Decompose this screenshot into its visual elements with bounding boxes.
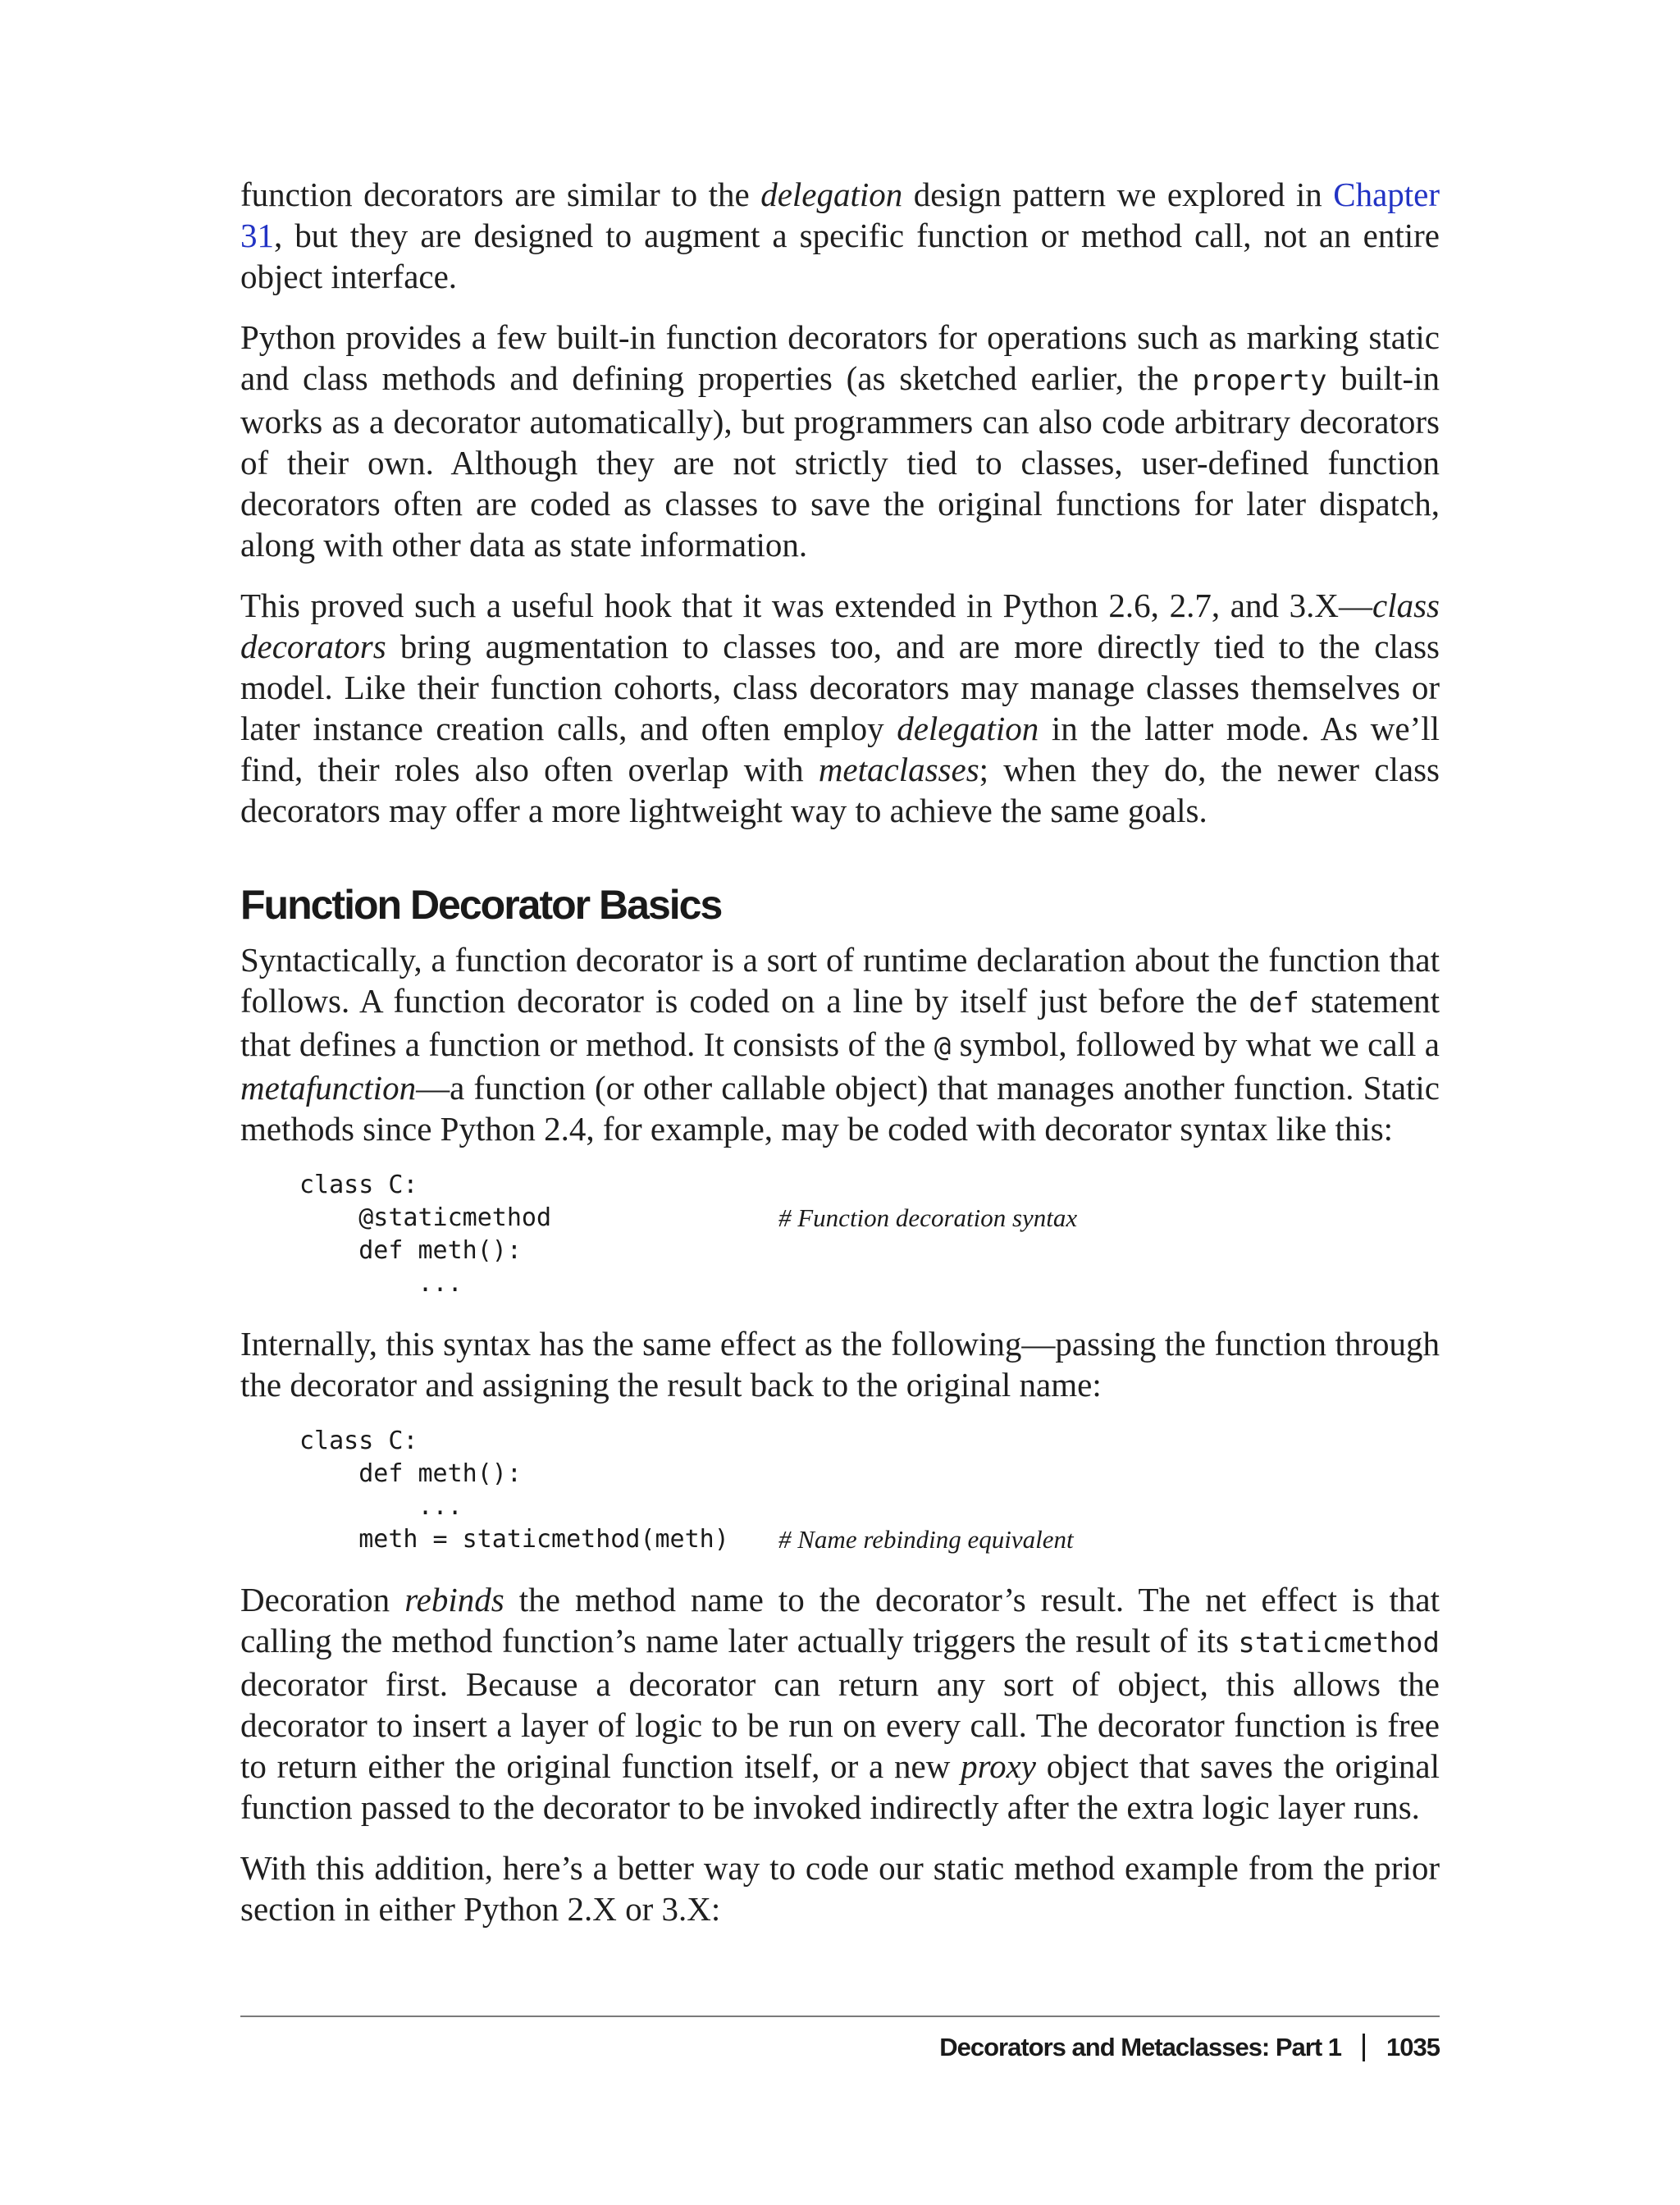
code-line	[299, 1235, 1440, 1267]
text-run: Syntactically, a function decorator is a sort of runtime declaration about the function that follows. A function decorator is coded on a line by itself just before the	[240, 941, 1440, 1020]
footer-chapter-title: Decorators and Metaclasses: Part 1	[939, 2033, 1342, 2061]
emphasis-proxy: proxy	[961, 1747, 1036, 1785]
code-text: class C:	[299, 1171, 418, 1199]
code-line	[299, 1425, 1440, 1458]
text-run: decorator first. Because a decorator can return any sort of object, this allows the decorator to insert a layer of logic to be run on every call. The decorator function is free to return either the original function itself, or a new	[240, 1665, 1440, 1785]
code-text: ...	[299, 1269, 463, 1298]
paragraph-syntax-description	[240, 939, 1440, 1149]
code-example-name-rebinding	[299, 1425, 1440, 1556]
code-line	[299, 1267, 1440, 1300]
text-run: ; when they do, the newer class decorators may offer a more lightweight way to achieve the same goals.	[240, 751, 1440, 829]
code-text: class C:	[299, 1427, 418, 1455]
text-run: function decorators are similar to the	[240, 176, 761, 213]
text-run: design pattern we explored in	[902, 176, 1334, 213]
emphasis-metafunction: metafunction	[240, 1069, 417, 1107]
paragraph-delegation-intro	[240, 174, 1440, 297]
code-comment: # Name rebinding equivalent	[778, 1525, 1074, 1554]
text-run: in the latter mode. As we’ll find, their roles also often overlap with	[240, 710, 1440, 788]
text-run: With this addition, here’s a better way to code our static method example from the prior section in either Python 2.X or 3.X:	[240, 1849, 1440, 1928]
text-run: Internally, this syntax has the same effect as the following—passing the function through the decorator and assigning the result back to the original name:	[240, 1325, 1440, 1404]
page-number: 1035	[1386, 2033, 1440, 2061]
code-line	[299, 1491, 1440, 1523]
chapter-31-link[interactable]: Chapter 31	[240, 176, 1440, 254]
code-line	[299, 1458, 1440, 1491]
emphasis-delegation: delegation	[897, 710, 1039, 747]
text-run: Decoration	[240, 1581, 405, 1618]
paragraph-better-way	[240, 1847, 1440, 1929]
code-text: ...	[299, 1492, 463, 1521]
code-example-decoration-syntax	[299, 1169, 1440, 1300]
inline-code-property: property	[1192, 364, 1327, 397]
paragraph-internal-equivalence	[240, 1323, 1440, 1405]
text-run: built-in works as a decorator automatically), but programmers can also code arbitrary decorators of their own. Although they are not strictly tied to classes, user-defined function decorators often are coded as classes to save the original functions for later dispatch, along with other data as state information.	[240, 359, 1440, 564]
footer-separator	[1363, 2034, 1365, 2061]
text-run: object that saves the original function passed to the decorator to be invoked indirectly after the extra logic layer runs.	[240, 1747, 1440, 1826]
code-text: @staticmethod	[299, 1203, 552, 1232]
code-line	[299, 1202, 1440, 1235]
running-footer	[939, 2031, 1440, 2064]
text-run: symbol, followed by what we call a	[951, 1025, 1440, 1063]
text-run: —a function (or other callable object) that manages another function. Static methods since Python 2.4, for example, may be coded with decorator syntax like this:	[240, 1069, 1440, 1148]
emphasis-metaclasses: metaclasses	[818, 751, 979, 788]
inline-code-staticmethod: staticmethod	[1238, 1627, 1440, 1659]
inline-code-at-symbol: @	[934, 1030, 952, 1063]
text-run: This proved such a useful hook that it was extended in Python 2.6, 2.7, and 3.X—	[240, 587, 1372, 624]
code-comment: # Function decoration syntax	[778, 1203, 1078, 1232]
code-text: meth = staticmethod(meth)	[299, 1525, 729, 1554]
page-content	[240, 174, 1440, 1949]
footer-divider	[240, 2016, 1440, 2017]
emphasis-class-decorators: class decorators	[240, 587, 1440, 665]
code-line	[299, 1169, 1440, 1202]
text-run: Python provides a few built-in function decorators for operations such as marking static and class methods and defining properties (as sketched earlier, the	[240, 318, 1440, 397]
paragraph-rebinding-explanation	[240, 1579, 1440, 1828]
code-text: def meth():	[299, 1236, 522, 1265]
paragraph-class-decorators	[240, 585, 1440, 831]
text-run: statement that defines a function or method. It consists of the	[240, 982, 1440, 1063]
emphasis-delegation: delegation	[760, 176, 903, 213]
code-text: def meth():	[299, 1459, 522, 1488]
text-run: the method name to the decorator’s result. The net effect is that calling the method function’s name later actually triggers the result of its	[240, 1581, 1440, 1659]
text-run: , but they are designed to augment a specific function or method call, not an entire object interface.	[240, 217, 1440, 295]
paragraph-builtin-decorators	[240, 317, 1440, 565]
code-line	[299, 1523, 1440, 1556]
inline-code-def: def	[1249, 987, 1299, 1020]
text-run: bring augmentation to classes too, and are more directly tied to the class model. Like their function cohorts, class decorators may manage classes themselves or later instance creation calls, and often employ	[240, 628, 1440, 747]
emphasis-rebinds: rebinds	[404, 1581, 504, 1618]
section-heading: Function Decorator Basics	[240, 882, 722, 928]
